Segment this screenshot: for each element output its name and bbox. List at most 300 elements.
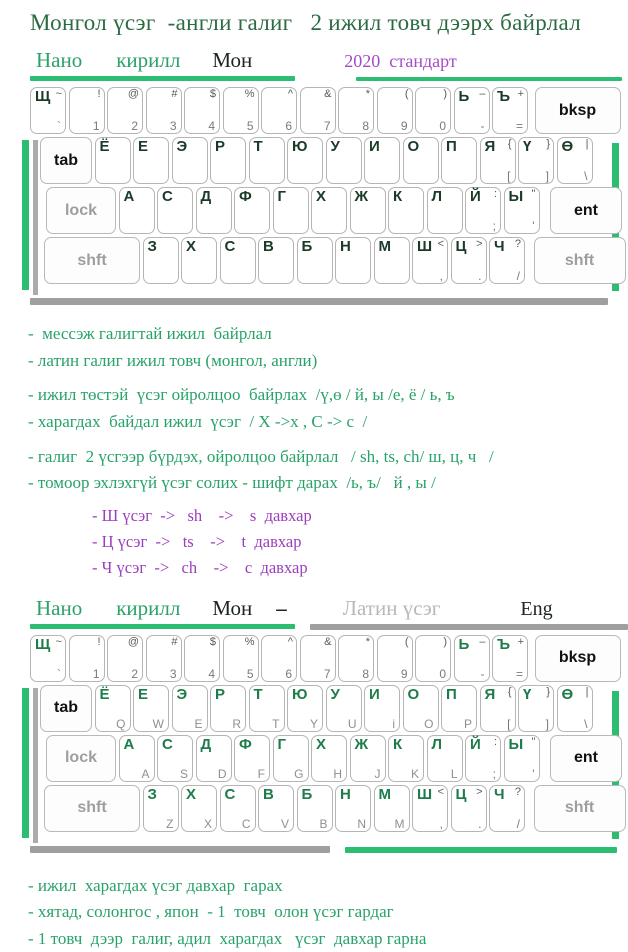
key-symbol: `: [57, 119, 61, 133]
key-latin-letter: i: [392, 716, 395, 731]
key-Х[interactable]: [311, 735, 347, 782]
key-symbol: ": [531, 735, 536, 748]
key-ent[interactable]: ent: [550, 735, 622, 782]
key-bksp[interactable]: bksp: [535, 635, 621, 682]
key-letter: П: [446, 138, 457, 155]
key-Ж[interactable]: [350, 187, 386, 234]
key-letter: З: [147, 238, 157, 255]
key-Щ[interactable]: [30, 635, 66, 682]
keyboard-row: [30, 635, 628, 682]
key-Е[interactable]: [133, 137, 169, 184]
key-symbol: <: [437, 238, 444, 250]
key-Б[interactable]: [297, 785, 333, 832]
key-lock[interactable]: lock: [46, 187, 116, 234]
key-symbol: 3: [169, 119, 177, 133]
key-symbol: %: [244, 635, 255, 648]
key-letter: Р: [215, 685, 226, 703]
key-Б[interactable]: [297, 237, 333, 284]
key-Ц[interactable]: [451, 785, 487, 832]
key-Ж[interactable]: [350, 735, 386, 782]
key-Ы[interactable]: [504, 735, 540, 782]
key-symbol: –: [479, 88, 486, 100]
key-letter: Я: [484, 685, 496, 703]
key-Й[interactable]: [465, 187, 501, 234]
key-Н[interactable]: [335, 237, 371, 284]
key-bksp[interactable]: bksp: [535, 87, 621, 134]
key-Х[interactable]: [181, 237, 217, 284]
key-symbol: |: [585, 685, 589, 698]
key-letter: И: [369, 685, 380, 703]
keyboard-row: [40, 685, 628, 732]
key-letter: Э: [176, 685, 188, 703]
key-Ь[interactable]: [454, 635, 490, 682]
key-symbol: (: [404, 635, 409, 648]
key-symbol: #: [171, 88, 178, 100]
green-underline: [30, 76, 295, 81]
lang-label: Мон: [212, 48, 253, 72]
key-Л[interactable]: [427, 735, 463, 782]
key-symbol: 5: [246, 119, 254, 133]
key-symbol: .: [478, 269, 482, 283]
key-С[interactable]: [157, 735, 193, 782]
key-latin-letter: N: [357, 816, 366, 831]
key-symbol: 7: [323, 666, 331, 681]
key-letter: Ю: [292, 685, 308, 703]
key-letter: Ц: [455, 785, 467, 803]
key-Д[interactable]: [196, 735, 232, 782]
eng-label: Eng: [520, 597, 553, 620]
key-symbol: ]: [545, 169, 549, 183]
gray-side-bar: [33, 140, 38, 295]
key-8[interactable]: [338, 87, 374, 134]
key-М[interactable]: [374, 785, 410, 832]
key-Т[interactable]: [249, 685, 285, 732]
key-latin-letter: F: [257, 766, 265, 781]
key-symbol: 6: [285, 666, 292, 681]
key-symbol: :: [493, 188, 497, 200]
key-1[interactable]: [69, 87, 105, 134]
standard-label: 2020 стандарт: [344, 51, 457, 71]
key-9[interactable]: [377, 87, 413, 134]
key-1[interactable]: [69, 635, 105, 682]
key-letter: Е: [138, 685, 149, 703]
keyboard-row: [30, 87, 628, 134]
key-Я[interactable]: [480, 685, 516, 732]
gray-underline: [310, 624, 628, 630]
key-У[interactable]: [326, 685, 362, 732]
key-letter: С: [162, 188, 173, 205]
page-title: Монгол үсэг -англи галиг 2 ижил товч дээрх байрлал: [30, 10, 582, 35]
key-Н[interactable]: [335, 785, 371, 832]
key-symbol: <: [437, 785, 444, 798]
key-letter: Г: [277, 735, 287, 753]
note-line: - галиг 2 үсгээр бүрдэх, ойролцоо байрлал / sh, ts, ch/ ш, ц, ч /: [28, 446, 494, 466]
key-letter: Т: [253, 685, 263, 703]
key-letter: Л: [431, 188, 443, 205]
key-2[interactable]: [107, 87, 143, 134]
key-latin-letter: Y: [309, 716, 318, 731]
key-Ө[interactable]: [557, 137, 593, 184]
key-symbol: 4: [208, 119, 215, 133]
key-3[interactable]: [146, 87, 182, 134]
key-Ф[interactable]: [234, 735, 270, 782]
key-letter: Д: [200, 188, 212, 205]
key-letter: Ё: [99, 685, 110, 703]
key-М[interactable]: [374, 237, 410, 284]
key-letter: Ү: [523, 685, 532, 703]
key-symbol: @: [127, 88, 139, 100]
key-symbol: *: [365, 88, 370, 100]
key-3[interactable]: [146, 635, 182, 682]
key-symbol: 2: [131, 119, 138, 133]
key-Ъ[interactable]: [492, 635, 528, 682]
key-Ч[interactable]: [489, 785, 525, 832]
key-letter: Ш: [417, 785, 433, 803]
key-symbol: ~: [55, 88, 62, 100]
key-symbol: %: [244, 88, 255, 100]
key-П[interactable]: [441, 137, 477, 184]
key-symbol: \: [584, 716, 588, 731]
key-7[interactable]: [300, 87, 336, 134]
key-letter: К: [393, 188, 403, 205]
key-З[interactable]: [143, 237, 179, 284]
key-letter: З: [147, 785, 157, 803]
key-symbol: ): [443, 635, 447, 648]
key-letter: Ы: [508, 735, 524, 753]
key-Р[interactable]: [210, 685, 246, 732]
key-С[interactable]: [220, 237, 256, 284]
key-letter: А: [123, 188, 135, 205]
key-О[interactable]: [403, 137, 439, 184]
keyboard-row: [46, 735, 628, 782]
key-Г[interactable]: [273, 735, 309, 782]
key-Ь[interactable]: [454, 87, 490, 134]
key-4[interactable]: [184, 87, 220, 134]
keyboard-1-baseline: [0, 298, 628, 308]
key-latin-letter: R: [232, 716, 241, 731]
key-symbol: $: [209, 88, 216, 100]
key-Ө[interactable]: [557, 685, 593, 732]
green-underline: [356, 77, 622, 81]
keyboard-mongolian-english: [0, 635, 628, 841]
key-symbol: *: [365, 635, 370, 648]
notes-bottom: [28, 874, 628, 952]
key-letter: Й: [470, 735, 481, 753]
key-symbol: /: [516, 816, 520, 831]
key-symbol: 7: [323, 119, 331, 133]
key-Ч[interactable]: [489, 237, 525, 284]
note-line: - харагдах байдал ижил үсэг / Х ->х , С -> с /: [28, 411, 368, 431]
key-latin-letter: K: [410, 766, 419, 781]
key-О[interactable]: [403, 685, 439, 732]
key-latin-letter: P: [463, 716, 472, 731]
key-В[interactable]: [258, 785, 294, 832]
key-symbol: ~: [55, 635, 62, 648]
key-symbol: ]: [545, 716, 549, 731]
key-symbol: !: [97, 88, 101, 100]
key-latin-letter: U: [347, 716, 357, 731]
key-symbol: >: [476, 238, 483, 250]
key-letter: Ф: [239, 735, 252, 753]
key-latin-letter: A: [141, 766, 150, 781]
key-symbol: ': [532, 219, 535, 233]
key-2[interactable]: [107, 635, 143, 682]
note-line: - ижил төстэй үсэг ойролцоо байрлах /ү,ө / й, ы /е, ё / ь, ъ: [28, 385, 455, 405]
key-letter: Ь: [458, 88, 470, 105]
note-line: - хятад, солонгос , япон - 1 товч олон үсэг гардаг: [28, 902, 394, 922]
key-В[interactable]: [258, 237, 294, 284]
latin-label: Латин үсэг: [342, 595, 441, 620]
key-З[interactable]: [143, 785, 179, 832]
key-letter: Я: [484, 138, 496, 155]
key-symbol: 2: [131, 666, 138, 681]
note-line: - томоор эхлэхгүй үсэг солих - шифт дарах /ь, ъ/ й , ы /: [28, 473, 436, 493]
key-symbol: ': [532, 766, 535, 781]
green-side-bar: [22, 688, 29, 838]
key-6[interactable]: [261, 87, 297, 134]
key-letter: Ф: [239, 188, 252, 205]
key-letter: В: [263, 785, 274, 803]
key-Л[interactable]: [427, 187, 463, 234]
key-П[interactable]: [441, 685, 477, 732]
key-letter: Ц: [455, 238, 467, 255]
key-symbol: 0: [439, 119, 446, 133]
key-symbol: :: [493, 735, 497, 748]
key-6[interactable]: [261, 635, 297, 682]
note-line: - мессэж галигтай ижил байрлал: [28, 324, 272, 343]
key-Ы[interactable]: [504, 187, 540, 234]
key-letter: Ө: [561, 138, 574, 155]
key-letter: Ь: [458, 635, 470, 653]
key-latin-letter: G: [294, 766, 304, 781]
key-Ш[interactable]: [412, 237, 448, 284]
key-Ъ[interactable]: [492, 87, 528, 134]
key-letter: Х: [316, 735, 327, 753]
keyboard-row: [40, 137, 628, 184]
key-symbol: ^: [287, 88, 293, 100]
key-К[interactable]: [388, 735, 424, 782]
key-symbol: 1: [92, 666, 100, 681]
key-letter: Ю: [292, 138, 308, 155]
key-А[interactable]: [119, 735, 155, 782]
key-symbol: !: [97, 635, 101, 648]
key-letter: Н: [340, 238, 351, 255]
key-С[interactable]: [220, 785, 256, 832]
gray-baseline-bar: [30, 298, 608, 305]
key-letter: Ж: [354, 188, 369, 205]
key-Ү[interactable]: [518, 137, 554, 184]
key-Й[interactable]: [465, 735, 501, 782]
key-letter: С: [224, 785, 236, 803]
key-letter: Ч: [494, 238, 505, 255]
key-symbol: ?: [514, 785, 521, 798]
key-Г[interactable]: [273, 187, 309, 234]
key-И[interactable]: [364, 685, 400, 732]
key-latin-letter: E: [194, 716, 203, 731]
key-letter: Й: [470, 188, 481, 205]
key-symbol: =: [515, 119, 523, 133]
note-line: - Ш үсэг -> sh -> s давхар: [92, 505, 312, 525]
notes-digraphs: [28, 445, 628, 496]
key-symbol: 8: [362, 119, 369, 133]
note-line: - латин галиг ижил товч (монгол, англи): [28, 350, 318, 370]
key-letter: К: [393, 735, 403, 753]
key-symbol: -: [480, 666, 485, 681]
key-letter: Х: [186, 785, 197, 803]
key-latin-letter: Z: [166, 816, 174, 831]
key-Т[interactable]: [249, 137, 285, 184]
key-latin-letter: H: [333, 766, 342, 781]
key-shift-right[interactable]: shft: [534, 237, 626, 284]
key-shift-right[interactable]: shft: [534, 785, 626, 832]
key-0[interactable]: [415, 635, 451, 682]
keyboard-row: [44, 785, 628, 832]
key-Ү[interactable]: [518, 685, 554, 732]
key-shift-left[interactable]: shft: [44, 785, 140, 832]
header-2: [36, 596, 628, 621]
green-side-bar: [22, 140, 29, 290]
key-symbol: |: [585, 138, 589, 150]
notes-digraph-examples: [92, 504, 628, 580]
key-latin-letter: J: [374, 766, 381, 781]
key-symbol: $: [209, 635, 216, 648]
header-2-underlines: [0, 621, 628, 633]
key-9[interactable]: [377, 635, 413, 682]
header-1: [36, 48, 628, 73]
key-symbol: ;: [492, 766, 496, 781]
key-5[interactable]: [223, 635, 259, 682]
key-8[interactable]: [338, 635, 374, 682]
key-latin-letter: C: [241, 816, 251, 831]
script-label: кирилл: [116, 595, 181, 620]
notes-message-translit: [28, 322, 628, 373]
key-С[interactable]: [157, 187, 193, 234]
key-5[interactable]: [223, 87, 259, 134]
key-symbol: .: [478, 816, 482, 831]
key-letter: П: [446, 685, 457, 703]
key-7[interactable]: [300, 635, 336, 682]
key-shift-left[interactable]: shft: [44, 237, 140, 284]
key-symbol: 8: [362, 666, 369, 681]
dash-separator: –: [276, 595, 287, 620]
key-symbol: }: [546, 685, 550, 698]
key-letter: Ш: [417, 238, 433, 255]
key-tab[interactable]: tab: [40, 685, 92, 732]
key-Ц[interactable]: [451, 237, 487, 284]
key-lock[interactable]: lock: [46, 735, 116, 782]
key-symbol: 4: [208, 666, 215, 681]
key-symbol: -: [480, 119, 485, 133]
key-letter: Т: [253, 138, 263, 155]
key-letter: Б: [301, 238, 313, 255]
key-letter: А: [123, 735, 135, 753]
key-symbol: 5: [246, 666, 254, 681]
note-line: - Ц үсэг -> ts -> t давхар: [92, 531, 302, 551]
key-symbol: /: [516, 269, 520, 283]
key-И[interactable]: [364, 137, 400, 184]
key-letter: Н: [340, 785, 351, 803]
key-Я[interactable]: [480, 137, 516, 184]
key-letter: Д: [200, 735, 212, 753]
key-latin-letter: O: [424, 716, 434, 731]
keyboard-row: [46, 187, 628, 234]
key-letter: У: [330, 685, 340, 703]
key-symbol: ": [531, 188, 536, 200]
key-letter: М: [378, 785, 391, 803]
key-symbol: 0: [439, 666, 446, 681]
key-letter: Ч: [494, 785, 505, 803]
key-Х[interactable]: [311, 187, 347, 234]
key-ent[interactable]: ent: [550, 187, 622, 234]
key-letter: Ъ: [497, 88, 511, 105]
brand-label: Нано: [36, 595, 83, 620]
key-symbol: 3: [169, 666, 177, 681]
green-underline: [30, 624, 295, 629]
key-symbol: {: [507, 138, 512, 150]
key-Ю[interactable]: [287, 137, 323, 184]
key-Щ[interactable]: [30, 87, 66, 134]
key-Ш[interactable]: [412, 785, 448, 832]
key-У[interactable]: [326, 137, 362, 184]
key-К[interactable]: [388, 187, 424, 234]
key-Р[interactable]: [210, 137, 246, 184]
key-4[interactable]: [184, 635, 220, 682]
key-letter: В: [263, 238, 274, 255]
key-Ё[interactable]: [95, 685, 131, 732]
key-letter: Щ: [35, 88, 51, 105]
key-symbol: 9: [400, 119, 408, 133]
key-symbol: 6: [285, 119, 292, 133]
key-symbol: [: [507, 169, 511, 183]
brand-label: Нано: [36, 48, 83, 72]
key-letter: Ү: [523, 138, 532, 155]
key-0[interactable]: [415, 87, 451, 134]
key-Ё[interactable]: [95, 137, 131, 184]
key-tab[interactable]: tab: [40, 137, 92, 184]
key-Ф[interactable]: [234, 187, 270, 234]
gray-side-bar: [33, 688, 38, 843]
key-letter: Щ: [35, 635, 51, 653]
key-Э[interactable]: [172, 685, 208, 732]
key-letter: Р: [215, 138, 226, 155]
key-letter: Х: [316, 188, 327, 205]
key-symbol: ): [443, 88, 447, 100]
key-letter: Ө: [561, 685, 574, 703]
gray-baseline-bar: [30, 846, 330, 853]
key-letter: Х: [186, 238, 197, 255]
key-letter: У: [330, 138, 340, 155]
key-symbol: +: [517, 88, 524, 100]
key-symbol: =: [515, 666, 523, 681]
key-symbol: 9: [400, 666, 408, 681]
key-Д[interactable]: [196, 187, 232, 234]
key-latin-letter: L: [450, 766, 458, 781]
key-letter: Ы: [508, 188, 524, 205]
key-symbol: ?: [514, 238, 521, 250]
key-symbol: 1: [92, 119, 100, 133]
key-letter: Э: [176, 138, 188, 155]
key-Х[interactable]: [181, 785, 217, 832]
key-Э[interactable]: [172, 137, 208, 184]
key-letter: Б: [301, 785, 313, 803]
key-latin-letter: B: [319, 816, 328, 831]
key-Е[interactable]: [133, 685, 169, 732]
key-latin-letter: W: [152, 716, 164, 731]
key-А[interactable]: [119, 187, 155, 234]
key-symbol: [: [507, 716, 511, 731]
key-latin-letter: D: [217, 766, 227, 781]
key-Ю[interactable]: [287, 685, 323, 732]
